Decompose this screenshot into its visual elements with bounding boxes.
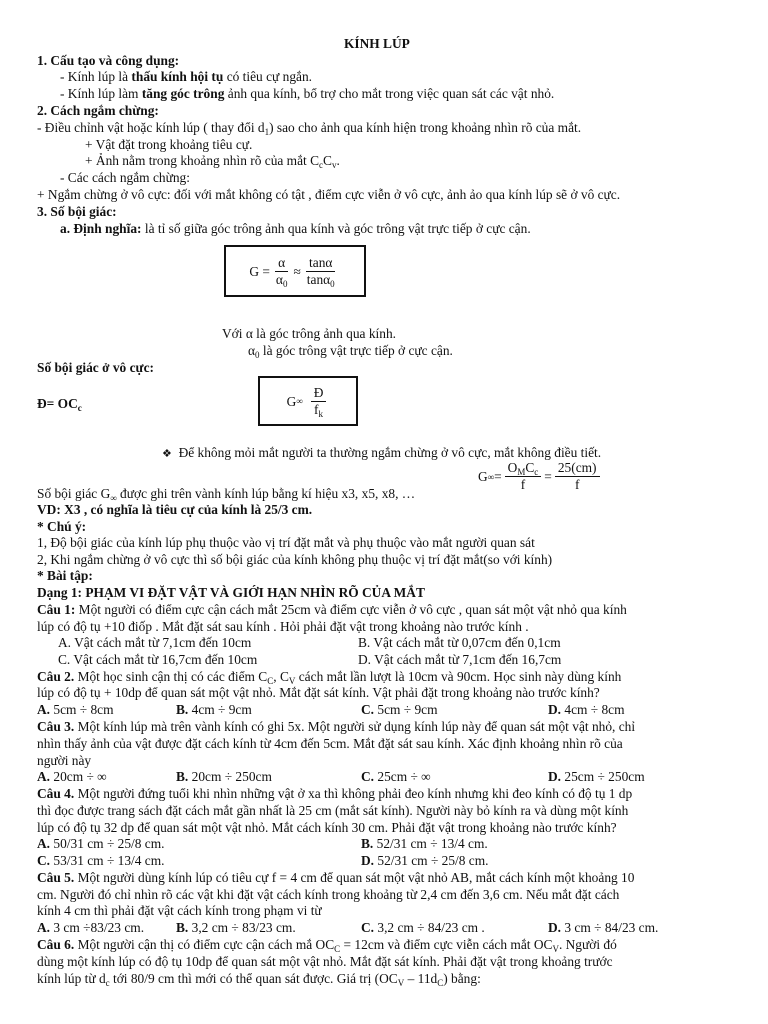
d-definition: Đ= $OC_c$	[37, 396, 82, 413]
where-line-1: Với α là góc trông ảnh qua kính.	[222, 326, 397, 341]
question-3-option-d: D. 25cm ÷ 250cm	[548, 769, 645, 784]
question-3-option-b: B. 20cm ÷ 250cm	[176, 769, 272, 784]
question-1-option-c: C. Vật cách mắt từ 16,7cm đến 10cm	[58, 652, 258, 667]
infinity-heading: Số bội giác ở vô cực:	[37, 360, 154, 375]
question-5-line-1: Câu 5. Một người dùng kính lúp có tiêu cự f = 4 cm để quan sát một vật nhỏ AB, mắt cách kính một khoảng 10	[37, 870, 635, 885]
where-line-2: $\alpha_0$ là góc trông vật trực tiếp ở cực cận.	[248, 343, 453, 360]
diamond-bullet-icon: ❖	[162, 448, 172, 460]
note-line: ❖ Để không mỏi mắt người ta thường ngắm chừng ở vô cực, mắt không điều tiết.	[162, 445, 602, 460]
definition-line: a. Định nghĩa: là tỉ số giữa góc trông ảnh qua kính và góc trông vật trực tiếp ở cực cận.	[60, 221, 531, 236]
section-1-heading: 1. Cấu tạo và công dụng:	[37, 53, 180, 68]
formula-box-infinity	[258, 376, 358, 426]
question-4-line-3: lúp có độ tụ 32 dp để quan sát một vật nhỏ. Mắt cách kính 30 cm. Phải đặt vật trong khoảng nào trước kính?	[37, 820, 617, 835]
question-6-line-1: Câu 6. Một người cận thị có điểm cực cận cách mắ $OC_C = 12cm$ và điểm cực viễn cách mắt $OC_V$. Người đó	[37, 937, 617, 954]
formula-box-definition	[224, 245, 366, 297]
question-5-option-d: D. 3 cm ÷ 84/23 cm.	[548, 920, 659, 935]
question-2-line-2: lúp có độ tụ + 10dp để quan sát một vật nhỏ. Mắt đặt sát kính. Vật phải đặt trong khoảng nào trước kính?	[37, 685, 600, 700]
section-2-line-3: + Ảnh nằm trong khoảng nhìn rõ của mắt $C_cC_v$.	[85, 153, 340, 170]
question-4-line-1: Câu 4. Một người đứng tuổi khi nhìn những vật ở xa thì không phải đeo kính nhưng khi đeo kính có độ tụ 1 dp	[37, 786, 633, 801]
question-1-option-a: A. Vật cách mắt từ 7,1cm đến 10cm	[58, 635, 252, 650]
question-1-option-d: D. Vật cách mắt từ 7,1cm đến 16,7cm	[358, 652, 562, 667]
question-4-line-2: thì đọc được trang sách đặt cách mắt gần nhất là 25 cm (mắt sát kính). Người này bỏ kính ra và dùng một kính	[37, 803, 629, 818]
formula-magnification-mark: G ∞ = $\frac{O_MC_c}{f}$ = $\frac{25(cm)}{f}$	[478, 460, 603, 493]
section-2-line-2: + Vật đặt trong khoảng tiêu cự.	[85, 137, 253, 152]
question-2-option-a: A. 5cm ÷ 8cm	[37, 702, 114, 717]
question-1-option-b: B. Vật cách mắt từ 0,07cm đến 0,1cm	[358, 635, 561, 650]
question-4-option-a: A. 50/31 cm ÷ 25/8 cm.	[37, 836, 165, 851]
question-1-line-2: lúp có độ tụ +10 điốp . Mắt đặt sát sau kính . Hỏi phải đặt vật trong khoảng nào trước kính .	[37, 619, 529, 634]
question-2-option-b: B. 4cm ÷ 9cm	[176, 702, 252, 717]
section-1-line-1: - Kính lúp là thấu kính hội tụ có tiêu cự ngắn.	[60, 69, 313, 84]
note-heading: * Chú ý:	[37, 519, 87, 534]
section-2-line-5: + Ngắm chừng ở vô cực: đối với mắt không có tật , điểm cực viễn ở vô cực, ảnh ảo qua kính lúp sẽ ở vô cực.	[37, 187, 621, 202]
question-2-option-c: C. 5cm ÷ 9cm	[361, 702, 438, 717]
question-5-option-a: A. 3 cm ÷83/23 cm.	[37, 920, 145, 935]
question-4-option-b: B. 52/31 cm ÷ 13/4 cm.	[361, 836, 488, 851]
question-4-option-d: D. 52/31 cm ÷ 25/8 cm.	[361, 853, 489, 868]
question-4-option-c: C. 53/31 cm ÷ 13/4 cm.	[37, 853, 165, 868]
page-title: KÍNH LÚP	[344, 36, 410, 51]
note-item-1: 1, Độ bội giác của kính lúp phụ thuộc vào vị trí đặt mắt và phụ thuộc vào mắt người quan sát	[37, 535, 535, 550]
example-line: VD: X3 , có nghĩa là tiêu cự của kính là 25/3 cm.	[37, 502, 313, 517]
question-3-option-c: C. 25cm ÷ ∞	[361, 769, 431, 784]
formula-infinity: G ∞ $\frac{Đ}{f_k}$	[287, 385, 330, 418]
question-5-option-c: C. 3,2 cm ÷ 84/23 cm .	[361, 920, 485, 935]
question-3-line-2: nhìn thấy ảnh của vật được đặt cách kính từ 4cm đến 5cm. Mắt đặt sát sau kính. Xác định khoảng nhìn rõ của	[37, 736, 623, 751]
type-1-heading: Dạng 1: PHẠM VI ĐẶT VẬT VÀ GIỚI HẠN NHÌN RÕ CỦA MẮT	[37, 585, 425, 600]
question-3-line-3: người này	[37, 753, 92, 768]
question-6-line-2: dùng một kính lúp có độ tụ 10dp để quan sát một vật nhỏ. Mắt đặt sát kính. Phải đặt vật trong khoảng trước	[37, 954, 613, 969]
section-3-heading: 3. Số bội giác:	[37, 204, 117, 219]
question-5-line-3: kính 4 cm thì phải đặt vật cách kính trong phạm vi từ	[37, 903, 322, 918]
question-1-line-1: Câu 1: Một người có điểm cực cận cách mắt 25cm và điểm cực viễn ở vô cực , quan sát một vật nhỏ qua kính	[37, 602, 627, 617]
section-2-line-1: - Điều chỉnh vật hoặc kính lúp ( thay đổi $d_1$) sao cho ảnh qua kính hiện trong khoảng nhìn rõ của mắt.	[37, 120, 582, 137]
exercises-heading: * Bài tập:	[37, 568, 93, 583]
section-2-heading: 2. Cách ngắm chừng:	[37, 103, 159, 118]
question-5-line-2: cm. Người đó chỉ nhìn rõ các vật khi đặt vật cách kính trong khoảng từ 2,4 cm đến 3,6 cm. Nếu mắt đặt cách	[37, 887, 620, 902]
magnification-mark-line: Số bội giác $G_\infty$ được ghi trên vành kính lúp bằng kí hiệu x3, x5, x8, …	[37, 486, 416, 503]
question-6-line-3: kính lúp từ $d_c$ tới 80/9 cm thì mới có thể quan sát được. Giá trị $(OC_V - 11d_C)$ bằng:	[37, 971, 481, 988]
note-item-2: 2, Khi ngắm chừng ở vô cực thì số bội giác của kính không phụ thuộc vị trí đặt mắt(so với kính)	[37, 552, 553, 567]
question-2-option-d: D. 4cm ÷ 8cm	[548, 702, 625, 717]
section-2-line-4: - Các cách ngắm chừng:	[60, 170, 190, 185]
question-5-option-b: B. 3,2 cm ÷ 83/23 cm.	[176, 920, 296, 935]
section-1-line-2: - Kính lúp làm tăng góc trông ảnh qua kính, bổ trợ cho mắt trong việc quan sát các vật nhỏ.	[60, 86, 555, 101]
question-3-line-1: Câu 3. Một kính lúp mà trên vành kính có ghi 5x. Một người sử dụng kính lúp này để quan sát một vật nhỏ, chỉ	[37, 719, 636, 734]
question-3-option-a: A. 20cm ÷ ∞	[37, 769, 107, 784]
question-2-line-1: Câu 2. Một học sinh cận thị có các điểm $C_C$, $C_V$ cách mắt lần lượt là 10cm và 90cm. Học sinh này dùng kính	[37, 669, 622, 686]
formula-definition: G = $\frac{\alpha}{\alpha_0}$ ≈ $\frac{\tan\alpha}{\tan\alpha_0}$	[249, 254, 335, 289]
